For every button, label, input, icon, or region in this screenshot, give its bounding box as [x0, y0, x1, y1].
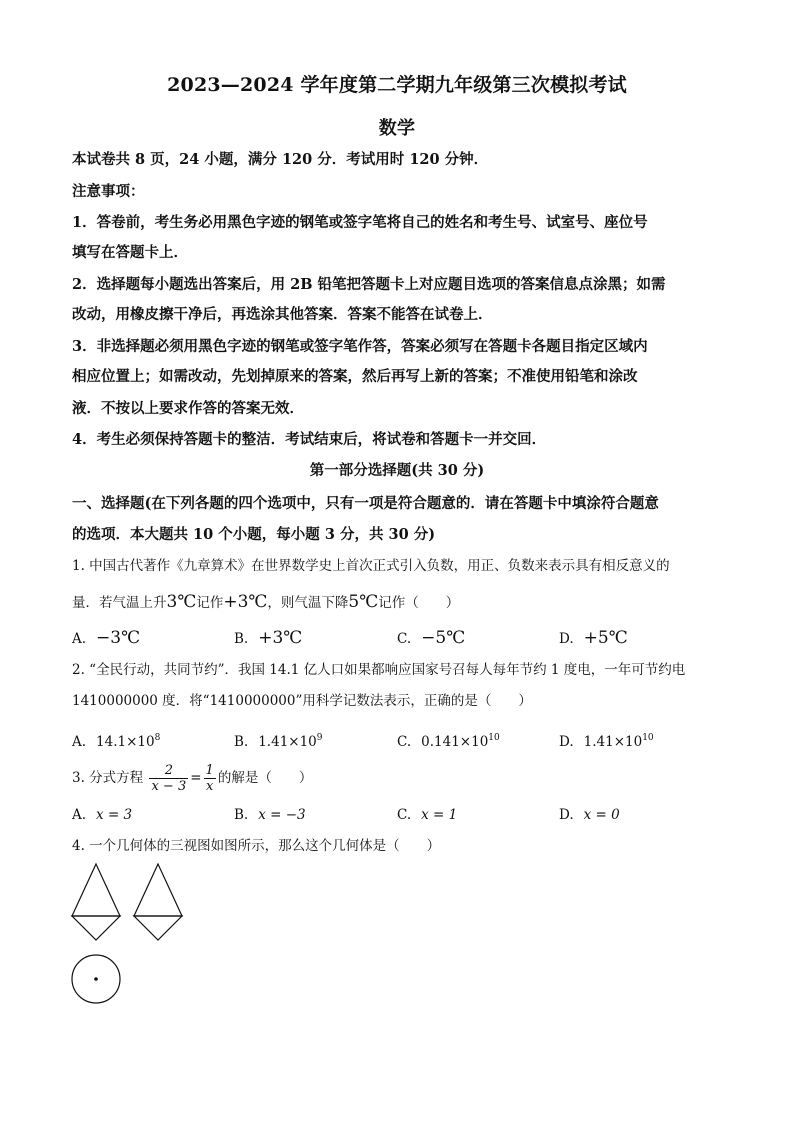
- q3-prefix: 3. 分式方程: [72, 770, 144, 786]
- exam-info: 本试卷共 8 页，24 小题，满分 120 分．考试用时 120 分钟．: [72, 151, 489, 168]
- q1-text-d: +3℃: [223, 592, 268, 612]
- subject-title: 数学: [378, 118, 416, 139]
- option-label: A.: [72, 734, 87, 750]
- option-value: x = 3: [96, 807, 133, 823]
- option-exponent: 10: [488, 733, 500, 743]
- q3-option-d: [559, 805, 620, 825]
- option-label: D.: [559, 631, 574, 647]
- option-value: −5℃: [421, 628, 466, 648]
- q1-text-g: 记作（ ）: [378, 595, 460, 611]
- side-view: [134, 864, 182, 940]
- q2-option-b: [234, 728, 323, 752]
- q3-line1: [72, 760, 732, 796]
- fraction-denominator: x: [206, 779, 214, 794]
- notice-3b: 相应位置上；如需改动，先划掉原来的答案，然后再写上新的答案；不准使用铅笔和涂改: [72, 368, 638, 385]
- option-label: D.: [559, 807, 574, 823]
- q1-text-f: 5℃: [348, 592, 379, 612]
- option-value: +5℃: [583, 628, 628, 648]
- fraction-denominator: x − 3: [151, 779, 187, 794]
- option-label: C.: [397, 807, 412, 823]
- fraction-numerator: 1: [205, 763, 214, 778]
- option-mantissa: 0.141×10: [421, 734, 489, 750]
- option-label: A.: [72, 807, 87, 823]
- q1-line1: 1. 中国古代著作《九章算术》在世界数学史上首次正式引入负数，用正、负数来表示具有相反意义的: [72, 558, 670, 574]
- fraction-1: [149, 763, 188, 794]
- notice-title: 注意事项：: [72, 183, 145, 200]
- q3-option-b: [234, 805, 306, 825]
- option-label: C.: [397, 734, 412, 750]
- notice-3c: 液．不按以上要求作答的答案无效．: [72, 400, 304, 417]
- q1-text-a: 量．若气温上升: [72, 595, 167, 611]
- option-label: B.: [234, 631, 249, 647]
- notice-2b: 改动，用橡皮擦干净后，再选涂其他答案．答案不能答在试卷上．: [72, 306, 493, 323]
- notice-2a: 2．选择题每小题选出答案后，用 2B 铅笔把答题卡上对应题目选项的答案信息点涂黑；如需: [72, 276, 666, 293]
- q1-text-e: ，则气温下降: [267, 595, 349, 611]
- q2-option-c: [397, 728, 500, 752]
- section-heading-b: 的选项．本大题共 10 个小题，每小题 3 分，共 30 分): [72, 526, 436, 543]
- option-mantissa: 1.41×10: [583, 734, 643, 750]
- q4-line1: 4. 一个几何体的三视图如图所示，那么这个几何体是（ ）: [72, 838, 441, 854]
- option-exponent: 10: [642, 733, 654, 743]
- option-value: x = 0: [583, 807, 620, 823]
- q3-option-c: [397, 805, 457, 825]
- q1-option-d: [559, 628, 628, 649]
- q2-line2: 1410000000 度．将“1410000000”用科学记数法表示，正确的是（ ）: [72, 693, 532, 709]
- option-label: A.: [72, 631, 87, 647]
- option-value: −3℃: [96, 628, 141, 648]
- q2-line1: 2. “全民行动，共同节约”．我国 14.1 亿人口如果都响应国家号召每人每年节约 1 度电，一年可节约电: [72, 662, 686, 678]
- option-label: B.: [234, 807, 249, 823]
- option-mantissa: 1.41×10: [258, 734, 317, 750]
- q1-option-a: [72, 628, 140, 649]
- fraction-numerator: 2: [149, 763, 188, 779]
- option-value: +3℃: [258, 628, 303, 648]
- front-view: [72, 864, 120, 940]
- q1-text-c: 记作: [196, 595, 224, 611]
- part-title: 第一部分选择题(共 30 分): [309, 462, 485, 479]
- equals-sign: =: [190, 770, 202, 786]
- option-label: B.: [234, 734, 249, 750]
- top-view-center-dot: [94, 977, 98, 981]
- q1-text-b: 3℃: [166, 592, 197, 612]
- q2-option-a: [72, 728, 160, 752]
- option-label: D.: [559, 734, 574, 750]
- q2-option-d: [559, 728, 654, 752]
- notice-3a: 3．非选择题必须用黑色字迹的钢笔或签字笔作答，答案必须写在答题卡各题目指定区域内: [72, 338, 648, 355]
- q1-option-c: [397, 628, 465, 649]
- exam-title: 2023—2024 学年度第二学期九年级第三次模拟考试: [167, 74, 627, 96]
- q1-line2: [72, 592, 732, 613]
- three-views-figure: [66, 860, 206, 1010]
- option-label: C.: [397, 631, 412, 647]
- notice-1b: 填写在答题卡上．: [72, 244, 188, 261]
- notice-1a: 1．答卷前，考生务必用黑色字迹的钢笔或签字笔将自己的姓名和考生号、试室号、座位号: [72, 214, 648, 231]
- option-value: x = 1: [421, 807, 458, 823]
- option-mantissa: 14.1×10: [96, 734, 155, 750]
- option-value: x = −3: [258, 807, 306, 823]
- q3-suffix: 的解是（ ）: [217, 770, 313, 786]
- q1-option-b: [234, 628, 302, 649]
- notice-4: 4．考生必须保持答题卡的整洁．考试结束后，将试卷和答题卡一并交回．: [72, 431, 547, 448]
- option-exponent: 9: [316, 733, 323, 743]
- q3-option-a: [72, 805, 132, 825]
- section-heading-a: 一、选择题(在下列各题的四个选项中，只有一项是符合题意的．请在答题卡中填涂符合题意: [72, 495, 659, 512]
- fraction-2: [204, 763, 216, 794]
- option-exponent: 8: [154, 733, 161, 743]
